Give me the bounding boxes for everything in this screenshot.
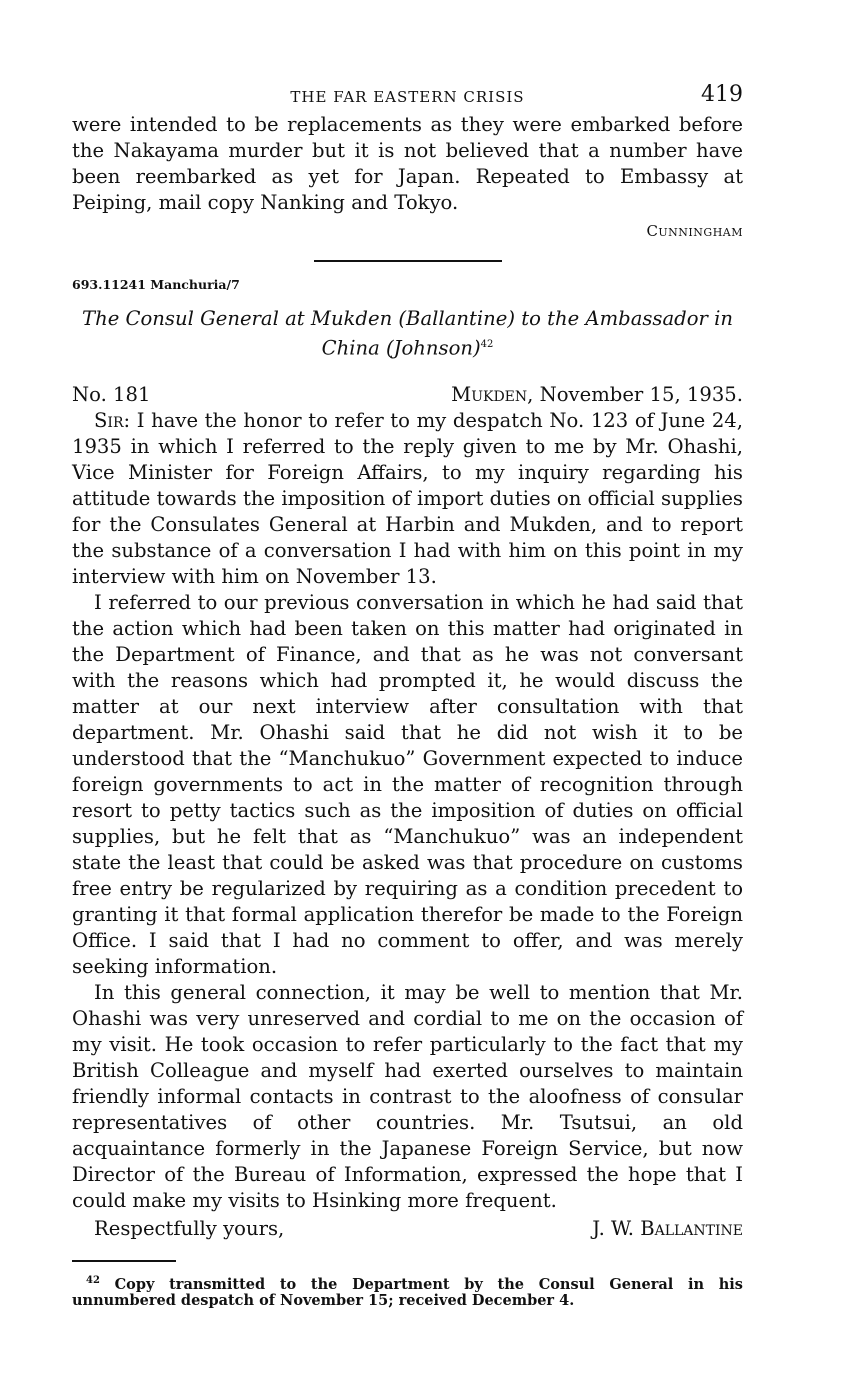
document-title (72, 306, 743, 362)
paragraph-1 (72, 408, 743, 590)
closing-line (72, 1216, 743, 1242)
section-divider (314, 260, 502, 262)
dateline (72, 382, 743, 408)
despatch-number: No. 181 (72, 382, 151, 406)
footnote-rule (72, 1260, 176, 1262)
footnote-mark: 42 (86, 1274, 100, 1286)
continued-paragraph: were intended to be replacements as they were embarked before the Nakayama murder but it is not believed that a number have been reembarked as yet for Japan. Repeated to Embassy at Peiping, mail copy Nanking and Tokyo. (72, 113, 743, 214)
footnote (72, 1272, 743, 1310)
running-title: THE FAR EASTERN CRISIS (290, 88, 525, 106)
running-header (72, 82, 743, 112)
page-number: 419 (701, 82, 743, 107)
document-title-text: The Consul General at Mukden (Ballantine) to the Ambassador in China (Johnson) (82, 307, 733, 360)
previous-signer: Cunningham (646, 222, 743, 240)
title-footnote-ref: 42 (480, 339, 494, 350)
paragraph-2: I referred to our previous conversation in which he had said that the action which had been taken on this matter had originated in the Department of Finance, and that as he was not conversant with the reasons which had prompted it, he would discuss the matter at our next interview after consultation with that department. Mr. Ohashi said that he did not wish it to be understood that the “Manchukuo” Government expected to induce foreign governments to act in the matter of recognition through resort to petty tactics such as the imposition of duties on official supplies, but he felt that as “Manchukuo” was an independent state the least that could be asked was that procedure on customs free entry be regularized by requiring as a condition precedent to granting it that formal application therefor be made to the Foreign Office. I said that I had no comment to offer, and was merely seeking information. (72, 590, 743, 978)
body-text (72, 112, 743, 1242)
signer: J. W. Ballantine (592, 1216, 743, 1240)
place: Mukden (451, 382, 528, 406)
paragraph-1-text: : I have the honor to refer to my despatch No. 123 of June 24, 1935 in which I referred to the reply given to me by Mr. Ohashi, Vice Minister for Foreign Affairs, to my inquiry regarding his attitude towards the imposition of import duties on official supplies for the Consulates General at Harbin and Mukden, and to report the substance of a conversation I had with him on this point in my interview with him on November 13. (72, 408, 743, 588)
document-page (72, 82, 743, 1309)
salutation: Sir (94, 408, 124, 432)
place-date (451, 382, 743, 408)
file-reference: 693.11241 Manchuria/7 (72, 277, 240, 292)
footnote-text: Copy transmitted to the Department by the Consul General in his unnumbered despatch of November 15; received December 4. (72, 1275, 743, 1310)
date: , November 15, 1935. (527, 382, 743, 406)
paragraph-3: In this general connection, it may be well to mention that Mr. Ohashi was very unreserved and cordial to me on the occasion of my visit. He took occasion to refer particularly to the fact that my British Colleague and myself had exerted ourselves to maintain friendly informal contacts in contrast to the aloofness of consular representatives of other countries. Mr. Tsutsui, an old acquaintance formerly in the Japanese Foreign Service, but now Director of the Bureau of Information, expressed the hope that I could make my visits to Hsinking more frequent. (72, 980, 743, 1212)
closing: Respectfully yours, (94, 1216, 285, 1240)
